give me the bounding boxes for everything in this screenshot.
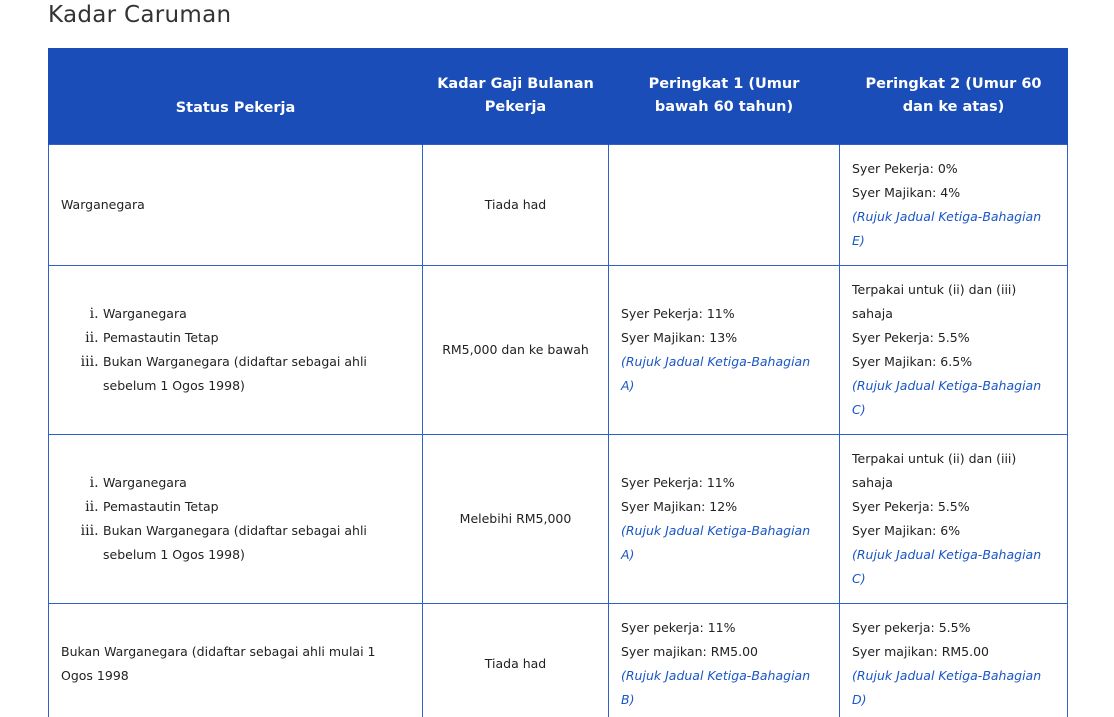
- page-title: Kadar Caruman: [48, 2, 232, 28]
- table-row: [49, 435, 1068, 604]
- rujuk-jadual-link[interactable]: (Rujuk Jadual Ketiga-Bahagian A): [621, 354, 811, 393]
- status-list-item: ii. Pemastautin Tetap: [103, 326, 410, 350]
- syer-majikan: Syer Majikan: 13%: [621, 330, 738, 345]
- syer-majikan: Syer majikan: RM5.00: [621, 644, 759, 659]
- header-peringkat-1: Peringkat 1 (Umur bawah 60 tahun): [609, 48, 840, 145]
- syer-pekerja: Syer Pekerja: 5.5%: [852, 499, 970, 514]
- cell-status: [49, 435, 423, 604]
- rujuk-jadual-link[interactable]: (Rujuk Jadual Ketiga-Bahagian C): [852, 378, 1042, 417]
- status-list-item: iii. Bukan Warganegara (didaftar sebagai ahli sebelum 1 Ogos 1998): [103, 519, 410, 567]
- status-list: [61, 302, 410, 398]
- cell-gaji: RM5,000 dan ke bawah: [423, 266, 609, 435]
- cell-gaji: Tiada had: [423, 604, 609, 717]
- status-list-item: ii. Pemastautin Tetap: [103, 495, 410, 519]
- cell-gaji: Melebihi RM5,000: [423, 435, 609, 604]
- status-list: [61, 471, 410, 567]
- rujuk-jadual-link[interactable]: (Rujuk Jadual Ketiga-Bahagian D): [852, 668, 1042, 707]
- cell-peringkat-1: [609, 604, 840, 717]
- header-peringkat-2: Peringkat 2 (Umur 60 dan ke atas): [840, 48, 1068, 145]
- syer-pekerja: Syer Pekerja: 5.5%: [852, 330, 970, 345]
- applicability-note: Terpakai untuk (ii) dan (iii) sahaja: [852, 282, 1017, 321]
- table-row: [49, 266, 1068, 435]
- cell-gaji: Tiada had: [423, 145, 609, 266]
- cell-peringkat-1: [609, 435, 840, 604]
- rujuk-jadual-link[interactable]: (Rujuk Jadual Ketiga-Bahagian B): [621, 668, 811, 707]
- cell-peringkat-2: [840, 604, 1068, 717]
- syer-majikan: Syer Majikan: 6%: [852, 523, 961, 538]
- status-list-item: i. Warganegara: [103, 302, 410, 326]
- cell-status: [49, 266, 423, 435]
- table-row: [49, 604, 1068, 717]
- cell-peringkat-2: [840, 435, 1068, 604]
- syer-majikan: Syer majikan: RM5.00: [852, 644, 990, 659]
- syer-pekerja: Syer Pekerja: 11%: [621, 306, 735, 321]
- rujuk-jadual-link[interactable]: (Rujuk Jadual Ketiga-Bahagian A): [621, 523, 811, 562]
- syer-majikan: Syer Majikan: 4%: [852, 185, 961, 200]
- syer-pekerja: Syer pekerja: 11%: [621, 620, 736, 635]
- cell-peringkat-1: [609, 145, 840, 266]
- syer-majikan: Syer Majikan: 6.5%: [852, 354, 973, 369]
- cell-peringkat-1: [609, 266, 840, 435]
- rujuk-jadual-link[interactable]: (Rujuk Jadual Ketiga-Bahagian C): [852, 547, 1042, 586]
- syer-majikan: Syer Majikan: 12%: [621, 499, 738, 514]
- applicability-note: Terpakai untuk (ii) dan (iii) sahaja: [852, 451, 1017, 490]
- cell-status: Warganegara: [49, 145, 423, 266]
- syer-pekerja: Syer Pekerja: 11%: [621, 475, 735, 490]
- contribution-rates-table: [48, 48, 1068, 717]
- header-gaji: Kadar Gaji Bulanan Pekerja: [423, 48, 609, 145]
- cell-peringkat-2: [840, 266, 1068, 435]
- header-status: Status Pekerja: [49, 48, 423, 145]
- rujuk-jadual-link[interactable]: (Rujuk Jadual Ketiga-Bahagian E): [852, 209, 1042, 248]
- status-list-item: iii. Bukan Warganegara (didaftar sebagai ahli sebelum 1 Ogos 1998): [103, 350, 410, 398]
- cell-status: Bukan Warganegara (didaftar sebagai ahli mulai 1 Ogos 1998: [49, 604, 423, 717]
- syer-pekerja: Syer Pekerja: 0%: [852, 161, 958, 176]
- syer-pekerja: Syer pekerja: 5.5%: [852, 620, 971, 635]
- table-row: [49, 145, 1068, 266]
- cell-peringkat-2: [840, 145, 1068, 266]
- table-header-row: [49, 48, 1068, 145]
- status-list-item: i. Warganegara: [103, 471, 410, 495]
